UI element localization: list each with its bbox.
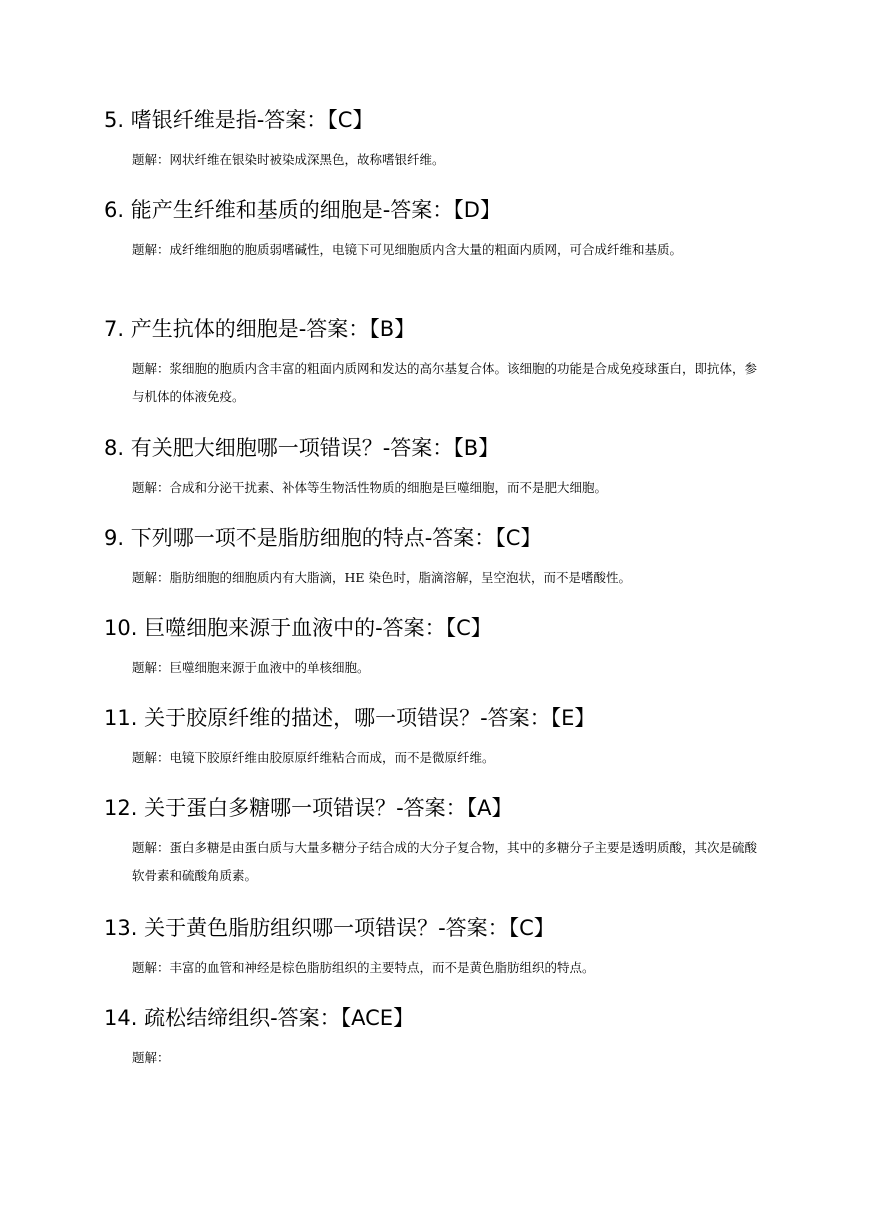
question-explanation: 题解：蛋白多糖是由蛋白质与大量多糖分子结合成的大分子复合物，其中的多糖分子主要是透明质酸，其次是硫酸软骨素和硫酸角质素。 xyxy=(132,840,758,883)
question-title: 13. 关于黄色脂肪组织哪一项错误？-答案：【C】 xyxy=(104,916,555,940)
question-title: 11. 关于胶原纤维的描述，哪一项错误？-答案：【E】 xyxy=(104,706,596,730)
question-title: 9. 下列哪一项不是脂肪细胞的特点-答案：【C】 xyxy=(104,526,542,550)
question-explanation: 题解： xyxy=(132,1050,170,1065)
question-explanation: 题解：网状纤维在银染时被染成深黑色，故称嗜银纤维。 xyxy=(132,152,445,167)
question-explanation: 题解：电镜下胶原纤维由胶原原纤维粘合而成，而不是微原纤维。 xyxy=(132,750,495,765)
question-explanation: 题解：合成和分泌干扰素、补体等生物活性物质的细胞是巨噬细胞，而不是肥大细胞。 xyxy=(132,480,608,495)
question-title: 6. 能产生纤维和基质的细胞是-答案：【D】 xyxy=(104,198,501,222)
question-explanation: 题解：巨噬细胞来源于血液中的单核细胞。 xyxy=(132,660,370,675)
question-explanation: 题解：丰富的血管和神经是棕色脂肪组织的主要特点，而不是黄色脂肪组织的特点。 xyxy=(132,960,595,975)
question-title: 7. 产生抗体的细胞是-答案：【B】 xyxy=(104,317,416,341)
question-title: 5. 嗜银纤维是指-答案：【C】 xyxy=(104,108,374,132)
question-explanation: 题解：脂肪细胞的细胞质内有大脂滴，HE 染色时，脂滴溶解，呈空泡状，而不是嗜酸性。 xyxy=(132,570,632,585)
question-title: 12. 关于蛋白多糖哪一项错误？-答案：【A】 xyxy=(104,796,513,820)
question-title: 8. 有关肥大细胞哪一项错误？-答案：【B】 xyxy=(104,436,500,460)
question-title: 10. 巨噬细胞来源于血液中的-答案：【C】 xyxy=(104,616,492,640)
question-explanation: 题解：成纤维细胞的胞质弱嗜碱性，电镜下可见细胞质内含大量的粗面内质网，可合成纤维和基质。 xyxy=(132,242,683,257)
question-title: 14. 疏松结缔组织-答案：【ACE】 xyxy=(104,1006,415,1030)
question-explanation: 题解：浆细胞的胞质内含丰富的粗面内质网和发达的高尔基复合体。该细胞的功能是合成免疫球蛋白，即抗体，参与机体的体液免疫。 xyxy=(132,361,758,404)
